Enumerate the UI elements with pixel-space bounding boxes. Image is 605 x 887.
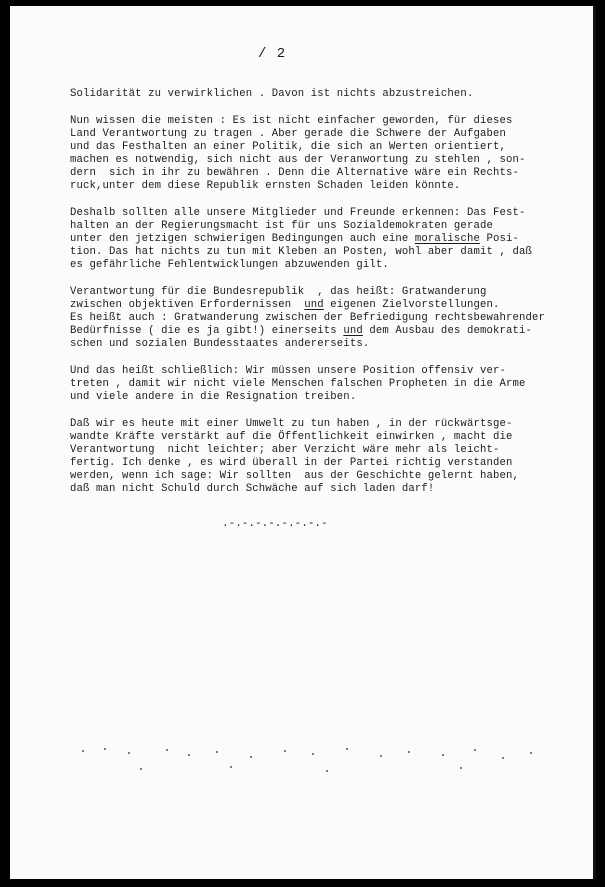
text-line: werden, wenn ich sage: Wir sollten aus der Geschichte gelernt haben,: [70, 470, 520, 482]
speck: [140, 768, 142, 770]
underlined-word: und: [343, 325, 363, 337]
speck: [284, 750, 286, 752]
page-number: / 2: [258, 46, 287, 62]
underlined-word: moralische: [414, 233, 480, 245]
text-line: ruck,unter dem diese Republik ernsten Schaden leiden könnte.: [70, 180, 461, 192]
speck: [530, 752, 532, 754]
text-line: Bedürfnisse ( die es ja gibt!) einerseits und dem Ausbau des demokrati-: [70, 325, 533, 337]
body-text: [70, 88, 590, 510]
text-line: Verantwortung für die Bundesrepublik , das heißt: Gratwanderung: [70, 286, 487, 298]
speck: [502, 757, 504, 759]
speck: [326, 770, 328, 772]
speck: [104, 748, 106, 750]
speck: [216, 751, 218, 753]
paragraph-5: [70, 365, 590, 404]
speck: [250, 756, 252, 758]
speck: [82, 750, 84, 752]
speck: [230, 766, 232, 768]
speck: [460, 767, 462, 769]
text-line: Und das heißt schließlich: Wir müssen unsere Position offensiv ver-: [70, 365, 506, 377]
speck: [346, 748, 348, 750]
text-line: Verantwortung nicht leichter; aber Verzicht wäre mehr als leicht-: [70, 444, 500, 456]
text-line: halten an der Regierungsmacht ist für uns Sozialdemokraten gerade: [70, 220, 493, 232]
closing-ornament: .-.-.-.-.-.-.-.-: [222, 518, 328, 530]
text-line: unter den jetzigen schwierigen Bedingungen auch eine moralische Posi-: [70, 233, 520, 245]
scan-specks: [70, 742, 550, 782]
speck: [380, 755, 382, 757]
text-line: wandte Kräfte verstärkt auf die Öffentlichkeit einwirken , macht die: [70, 431, 513, 443]
text-line: daß man nicht Schuld durch Schwäche auf sich laden darf!: [70, 483, 435, 495]
text-line: Nun wissen die meisten : Es ist nicht einfacher geworden, für dieses: [70, 115, 513, 127]
speck: [188, 754, 190, 756]
paragraph-2: [70, 115, 590, 193]
text-line: tion. Das hat nichts zu tun mit Kleben an Posten, wohl aber damit , daß: [70, 246, 533, 258]
speck: [408, 751, 410, 753]
text-line: Es heißt auch : Gratwanderung zwischen der Befriedigung rechtsbewahrender: [70, 312, 546, 324]
text-line: dern sich in ihr zu bewähren . Denn die Alternative wäre ein Rechts-: [70, 167, 520, 179]
paragraph-3: [70, 207, 590, 272]
paragraph-6: [70, 418, 590, 496]
speck: [474, 749, 476, 751]
speck: [442, 754, 444, 756]
underlined-word: und: [304, 299, 324, 311]
text-line: machen es notwendig, sich nicht aus der Veranwortung zu stehlen , son-: [70, 154, 526, 166]
text-line: schen und sozialen Bundesstaates andererseits.: [70, 338, 370, 350]
paragraph-4: [70, 286, 590, 351]
text-line: und viele andere in die Resignation treiben.: [70, 391, 357, 403]
text-line: treten , damit wir nicht viele Menschen falschen Propheten in die Arme: [70, 378, 526, 390]
text-line: Solidarität zu verwirklichen . Davon ist nichts abzustreichen.: [70, 88, 474, 100]
text-line: fertig. Ich denke , es wird überall in der Partei richtig verstanden: [70, 457, 513, 469]
text-line: zwischen objektiven Erfordernissen und eigenen Zielvorstellungen.: [70, 299, 500, 311]
paragraph-1: [70, 88, 590, 101]
text-line: Land Verantwortung zu tragen . Aber gerade die Schwere der Aufgaben: [70, 128, 506, 140]
text-line: Daß wir es heute mit einer Umwelt zu tun haben , in der rückwärtsge-: [70, 418, 513, 430]
text-line: es gefährliche Fehlentwicklungen abzuwenden gilt.: [70, 259, 389, 271]
speck: [312, 753, 314, 755]
text-line: Deshalb sollten alle unsere Mitglieder und Freunde erkennen: Das Fest-: [70, 207, 526, 219]
speck: [166, 749, 168, 751]
text-line: und das Festhalten an einer Politik, die sich an Werten orientiert,: [70, 141, 506, 153]
document-page: [10, 6, 596, 879]
speck: [128, 752, 130, 754]
